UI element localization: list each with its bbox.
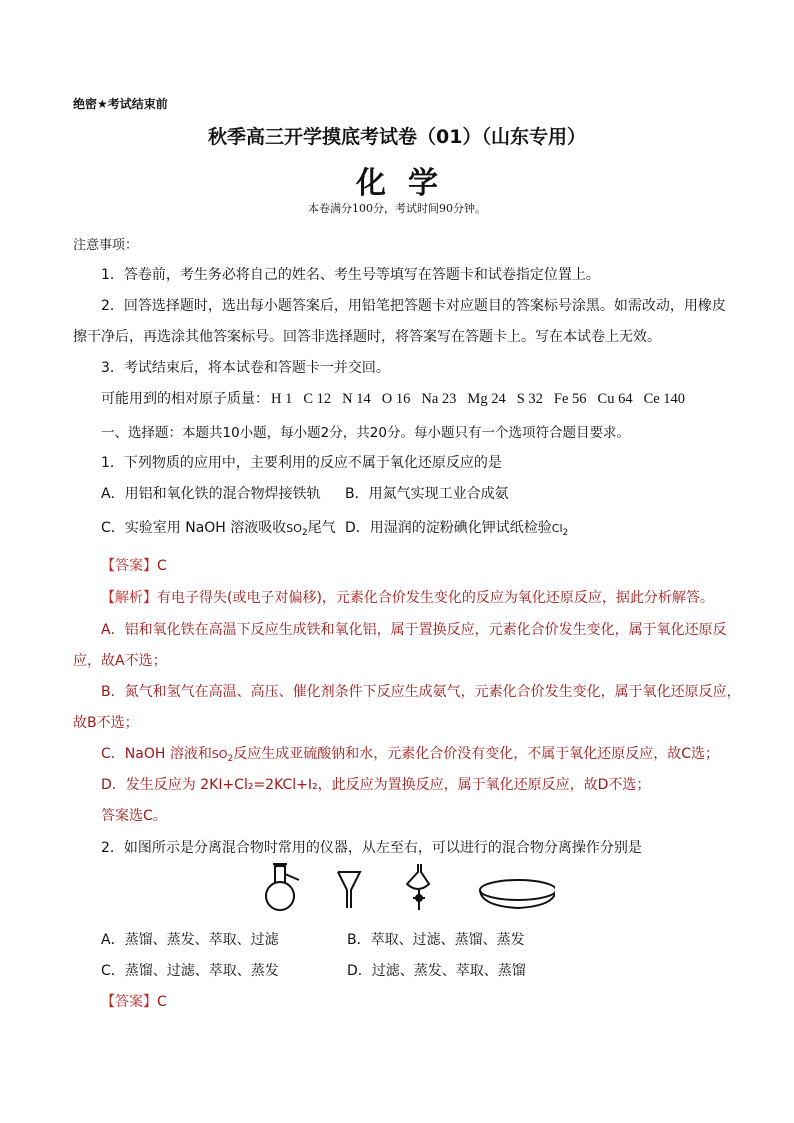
notice-heading: 注意事项：: [73, 238, 139, 253]
q1-option-a: A．用铝和氧化铁的混合物焊接铁轨: [101, 486, 321, 502]
separatory-funnel-icon: [407, 864, 429, 910]
q1-explain-b: B．氮气和氢气在高温、高压、催化剂条件下反应生成氨气，元素化合价发生变化，属于氧化还原反应，: [101, 684, 741, 700]
q1-option-c: C．实验室用 NaOH 溶液吸收$SO_2$尾气: [101, 520, 336, 538]
q2-option-d: D．过滤、蒸发、萃取、蒸馏: [347, 963, 526, 979]
q1-explain-d: D．发生反应为 2KI+Cl₂=2KCl+I₂，此反应为置换反应，属于氧化还原反应，故D不选；: [101, 777, 651, 793]
q2-option-a: A．蒸馏、蒸发、萃取、过滤: [101, 932, 279, 948]
q1-answer: 【答案】C: [101, 558, 167, 574]
q1-explain-a: A．铝和氧化铁在高温下反应生成铁和氧化铝，属于置换反应，元素化合价发生变化，属于氧化还原反: [101, 622, 727, 638]
mass-item: Mg 24: [467, 391, 506, 407]
atomic-masses: [101, 388, 696, 408]
q1-explain-a-cont: 应，故A不选；: [73, 653, 167, 669]
q2-stem: 2．如图所示是分离混合物时常用的仪器，从左至右，可以进行的混合物分离操作分别是: [101, 840, 642, 856]
mass-item: C 12: [303, 391, 332, 407]
mass-item: S 32: [516, 391, 543, 407]
mass-item: H 1: [271, 391, 293, 407]
score-note: 本卷满分100分，考试时间90分钟。: [308, 202, 486, 215]
notice-item-1: 1．答卷前，考生务必将自己的姓名、考生号等填写在答题卡和试卷指定位置上。: [101, 267, 600, 283]
q1-option-b: B．用氮气实现工业合成氨: [345, 486, 509, 502]
notice-item-2: 2．回答选择题时，选出每小题答案后，用铅笔把答题卡对应题目的答案标号涂黑。如需改动，用橡皮: [101, 298, 726, 314]
funnel-icon: [338, 872, 360, 908]
q1-stem: 1．下列物质的应用中，主要利用的反应不属于氧化还原反应的是: [101, 455, 502, 471]
confidential-label: 绝密★考试结束前: [73, 97, 168, 111]
q1-explain-c: C．NaOH 溶液和$SO_2$反应生成亚硫酸钠和水，元素化合价没有变化，不属于氧化还原反应，故C选；: [101, 746, 719, 764]
q1-explain-b-cont: 故B不选；: [73, 715, 139, 731]
section-heading: 一、选择题：本题共10小题，每小题2分，共20分。每小题只有一个选项符合题目要求。: [101, 425, 630, 441]
mass-item: O 16: [381, 391, 411, 407]
apparatus-figure: [255, 860, 555, 920]
q1-conclusion: 答案选C。: [101, 808, 167, 824]
q2-option-c: C．蒸馏、过滤、萃取、蒸发: [101, 963, 279, 979]
q1-option-d: D．用湿润的淀粉碘化钾试纸检验$Cl_2$: [345, 520, 569, 538]
exam-title: 秋季高三开学摸底考试卷（01）（山东专用）: [208, 126, 586, 148]
q1-analysis: 【解析】有电子得失(或电子对偏移)，元素化合价发生变化的反应为氧化还原反应，据此分析解答。: [101, 590, 714, 606]
mass-item: Na 23: [421, 391, 457, 407]
q2-option-b: B．萃取、过滤、蒸馏、蒸发: [347, 932, 525, 948]
mass-item: N 14: [342, 391, 371, 407]
q2-answer: 【答案】C: [101, 994, 167, 1010]
mass-item: Cu 64: [597, 391, 633, 407]
mass-item: Ce 140: [643, 391, 686, 407]
subject-title: 化学: [356, 166, 460, 201]
distillation-flask-icon: [266, 864, 299, 910]
evaporating-dish-icon: [480, 880, 555, 908]
atomic-masses-label: 可能用到的相对原子质量：: [101, 391, 269, 407]
notice-item-2-cont: 擦干净后，再选涂其他答案标号。回答非选择题时，将答案写在答题卡上。写在本试卷上无效。: [73, 329, 661, 345]
mass-item: Fe 56: [553, 391, 587, 407]
notice-item-3: 3．考试结束后，将本试卷和答题卡一并交回。: [101, 360, 390, 376]
